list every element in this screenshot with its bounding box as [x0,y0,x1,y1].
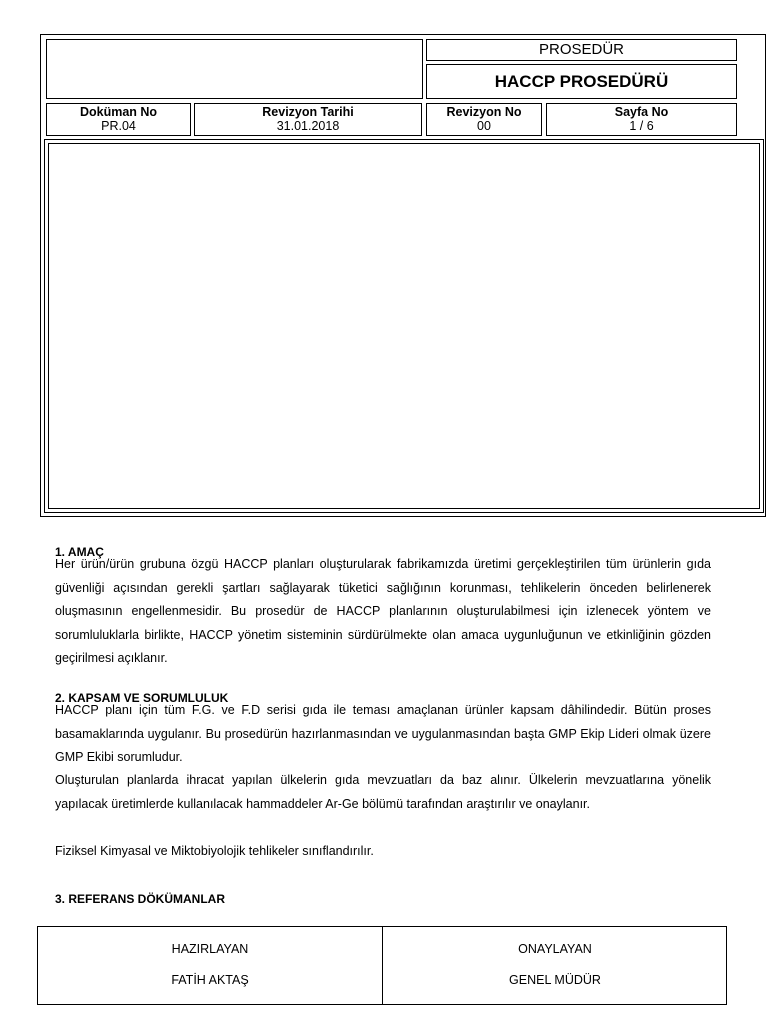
revision-date-cell [194,103,422,136]
signature-table-divider [382,926,383,1005]
approved-by-name: GENEL MÜDÜR [509,973,601,987]
section-scope-text-2: Oluşturulan planlarda ihracat yapılan ülkelerin gıda mevzuatları da baz alınır. Ülkelerin mevzuatlarına yönelik yapılacak üretimlerde kullanılacak hammaddeler Ar-Ge bölümü tarafından araştırılır ve onaylanır. [55,773,711,811]
revision-no-label: Revizyon No [446,105,522,119]
procedure-label: PROSEDÜR [538,41,624,58]
approved-by-label: ONAYLAYAN [518,942,592,956]
page-no-cell [546,103,737,136]
document-no-cell [46,103,191,136]
revision-no-cell [426,103,542,136]
page-no-label: Sayfa No [614,105,669,119]
revision-date-label: Revizyon Tarihi [262,105,354,119]
page-no-value: 1 / 6 [629,119,654,133]
section-purpose-title: 1. AMAÇ [55,545,104,559]
revision-date-value: 31.01.2018 [276,119,340,133]
section-purpose-text: Her ürün/ürün grubuna özgü HACCP planları oluşturularak fabrikamızda üretimi gerçekleştirilen tüm ürünlerin gıda güvenliği açısından gerekli şartları sağlayarak tüketici sağlığının korunması, tehlikelerin önceden belirlenerek oluşmasının engellenmesidir. Bu prosedür de HACCP planlarının oluşturulabilmesi için izlenecek yöntem ve sorumluluklarla birlikte, HACCP yönetim sisteminin sürdürülmekte olan amaca uygunluğunun ve etkinliğinin gözden geçirilmesi açıklanır. [55,557,711,665]
document-no-value: PR.04 [101,119,136,133]
section-scope-title: 2. KAPSAM VE SORUMLULUK [55,691,229,705]
section-scope-text-3: Fiziksel Kimyasal ve Miktobiyolojik tehlikeler sınıflandırılır. [55,844,374,858]
document-no-label: Doküman No [79,105,158,119]
prepared-by-name: FATİH AKTAŞ [171,973,249,987]
section-scope-text-1: HACCP planı için tüm F.G. ve F.D serisi gıda ile teması amaçlanan ürünler kapsam dâhilindedir. Bütün proses basamaklarında uygulanır. Bu prosedürün hazırlanmasından ve uygulanmasından başta GMP Ekip Lideri olmak üzere GMP Ekibi sorumludur. [55,703,711,764]
procedure-title-box [426,64,737,99]
prepared-by-label: HAZIRLAYAN [171,942,249,956]
content-box-inner [48,143,760,509]
procedure-label-box [426,39,737,61]
procedure-title: HACCP PROSEDÜRÜ [494,72,669,91]
company-logo-box [46,39,423,99]
revision-no-value: 00 [477,119,491,133]
section-references-title: 3. REFERANS DÖKÜMANLAR [55,892,226,906]
